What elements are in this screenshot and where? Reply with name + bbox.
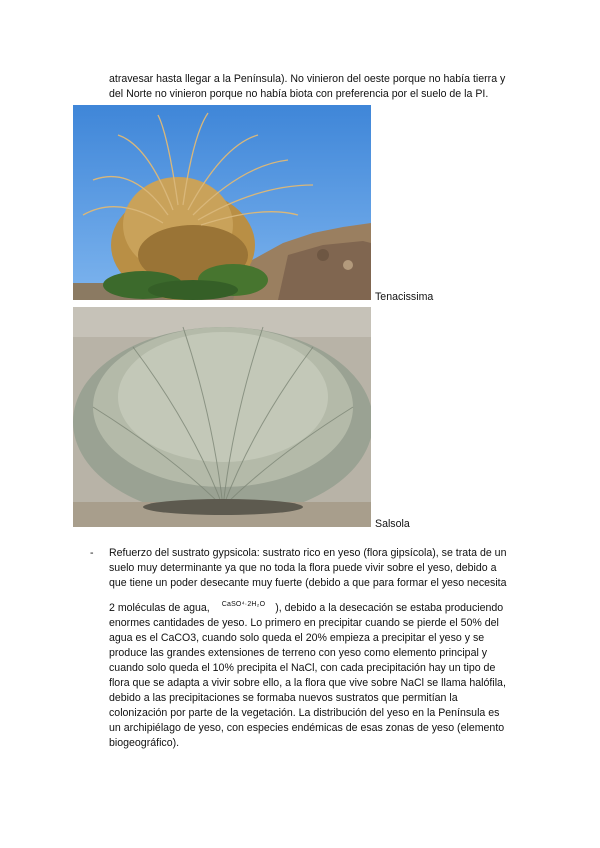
text-line: un archipiélago de yeso, con especies endémicas de esas zonas de yeso (elemento [109, 722, 505, 734]
text-line: produce las grandes extensiones de terreno con yeso como elemento principal y [109, 647, 488, 659]
text-line: flora que se adapta a vivir sobre ello, a la flora que vive sobre NaCl se llama halófila, [109, 677, 506, 689]
list-bullet: - [90, 547, 94, 559]
salsola-photo [73, 307, 371, 527]
text-line: suelo muy determinante ya que no toda la flora puede vivir sobre el yeso, debido a [109, 562, 497, 574]
text-line: colonización por parte de la vegetación. La distribución del yeso en la Península es [109, 707, 500, 719]
text-line: debido a las precipitaciones se formaba nuevos sustratos que permitían la [109, 692, 458, 704]
tenacissima-photo [73, 105, 371, 300]
top-paragraph [109, 72, 549, 102]
caption-salsola: Salsola [375, 518, 410, 530]
text-line: atravesar hasta llegar a la Península). No vinieron del oeste porque no había tierra y [109, 73, 506, 85]
text-line: biogeográfico). [109, 737, 180, 749]
text-line: cuando solo queda el 10% precipita el NaCl, con cada precipitación hay un tipo de [109, 662, 496, 674]
text-fragment: 2 moléculas de agua, [109, 602, 210, 614]
text-line: que tiene un poder desecante muy fuerte (debido a que para formar el yeso necesita [109, 577, 507, 589]
text-line: agua es el CaCO3, cuando solo queda el 20% empieza a precipitar el yeso y se [109, 632, 485, 644]
text-line: del Norte no vinieron porque no había biota con preferencia por el suelo de la PI. [109, 88, 489, 100]
text-line: enormes cantidades de yeso. Lo primero en precipitar cuando se pierde el 50% del [109, 617, 499, 629]
formula-line [109, 597, 549, 616]
text-fragment: ), debido a la desecación se estaba produciendo [275, 602, 504, 614]
bullet-paragraph-first [109, 546, 549, 591]
gypsum-formula: CaSO⁴·2H₂O [221, 601, 266, 608]
bullet-paragraph-rest [109, 597, 549, 751]
caption-tenacissima: Tenacissima [375, 291, 434, 303]
text-line: Refuerzo del sustrato gypsicola: sustrato rico en yeso (flora gipsícola), se trata de un [109, 547, 507, 559]
